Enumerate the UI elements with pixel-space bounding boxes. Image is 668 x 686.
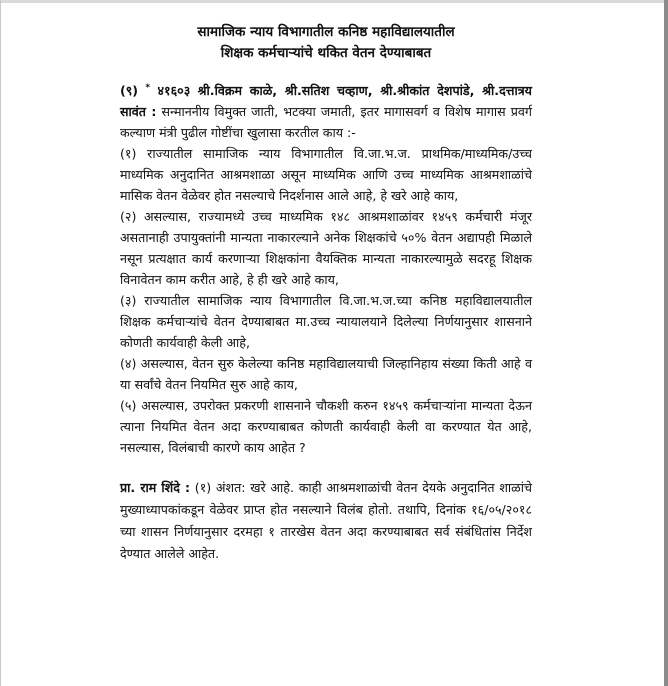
starred-mark: * [145,83,151,93]
question-part-1: (१) राज्यातील सामाजिक न्याय विभागातील वि.जा.भ.ज. प्राथमिक/माध्यमिक/उच्च माध्यमिक अनुदानित आश्रमशाळा असून माध्यमिक आणि उच्च माध्यमिक आश्रमशाळांचे मासिक वेतन वेळेवर होत नसल्याचे निदर्शनास आले आहे, हे खरे आहे काय, [120,146,532,204]
question-intro: सन्माननीय विमुक्त जाती, भटक्या जमाती, इतर मागासवर्ग व विशेष मागास प्रवर्ग कल्याण मंत्री पुढील गोष्टींचा खुलासा करतील काय :- [120,104,532,141]
document-page [120,22,532,565]
question-members: श्री.विक्रम काळे, श्री.सतिश चव्हाण, श्री.श्रीकांत देशपांडे, श्री.दत्तात्रय सावंत : [120,83,532,120]
question-part-3: (३) राज्यातील सामाजिक न्याय विभागातील वि.जा.भ.ज.च्या कनिष्ठ महाविद्यालयातील शिक्षक कर्मचाऱ्यांचे वेतन देण्याबाबत मा.उच्च न्यायालयाने दिलेल्या निर्णयानुसार शासनाने कोणती कार्यवाही केली आहे, [120,293,532,351]
answer-text: (१) अंशत: खरे आहे. काही आश्रमशाळांची वेतन देयके अनुदानित शाळांचे मुख्याध्यापकांकडून वेळेवर प्राप्त होत नसल्याने विलंब होतो. तथापि, दिनांक १६/०५/२०१८ च्या शासन निर्णयानुसार दरमहा १ तारखेस वेतन अदा करण्याबाबत सर्व संबंधितांस निर्देश देण्यात आलेले आहेत. [120,480,532,562]
title-line-2: शिक्षक कर्मचाऱ्यांचे थकित वेतन देण्याबाबत [220,45,432,61]
answer [120,477,532,565]
title-line-1: सामाजिक न्याय विभागातील कनिष्ठ महाविद्यालयातील [197,24,455,40]
window-top-border [0,0,668,3]
question-part-4: (४) असल्यास, वेतन सुरु केलेल्या कनिष्ठ महाविद्यालयाची जिल्हानिहाय संख्या किती आहे व या सर्वांचे वेतन नियमित सुरु आहे काय, [120,356,532,393]
question-heading [120,78,532,143]
scrollbar[interactable] [664,0,668,686]
document-title [120,22,532,64]
question-id: ४१६०३ [157,83,191,99]
question-number: (९) [120,83,139,99]
answer-minister: प्रा. राम शिंदे : [120,480,191,496]
question-part-2: (२) असल्यास, राज्यामध्ये उच्च माध्यमिक १४८ आश्रमशाळांवर १४५९ कर्मचारी मंजूर असतानाही उपायुक्तांनी मान्यता नाकारल्याने अनेक शिक्षकांचे ५०% वेतन अद्यापही मिळाले नसून प्रत्यक्षात कार्य करणाऱ्या शिक्षकांना वैयक्तिक मान्यता नाकारल्यामुळे सदरहू शिक्षक विनावेतन काम करीत आहे, हे ही खरे आहे काय, [120,209,532,288]
question-part-5: (५) असल्यास, उपरोक्त प्रकरणी शासनाने चौकशी करुन १४५९ कर्मचाऱ्यांना मान्यता देऊन त्याना नियमित वेतन अदा करण्याबाबत कोणती कार्यवाही केली वा करण्यात येत आहे, नसल्यास, विलंबाची कारणे काय आहेत ? [120,398,532,456]
window-left-border [0,0,1,686]
